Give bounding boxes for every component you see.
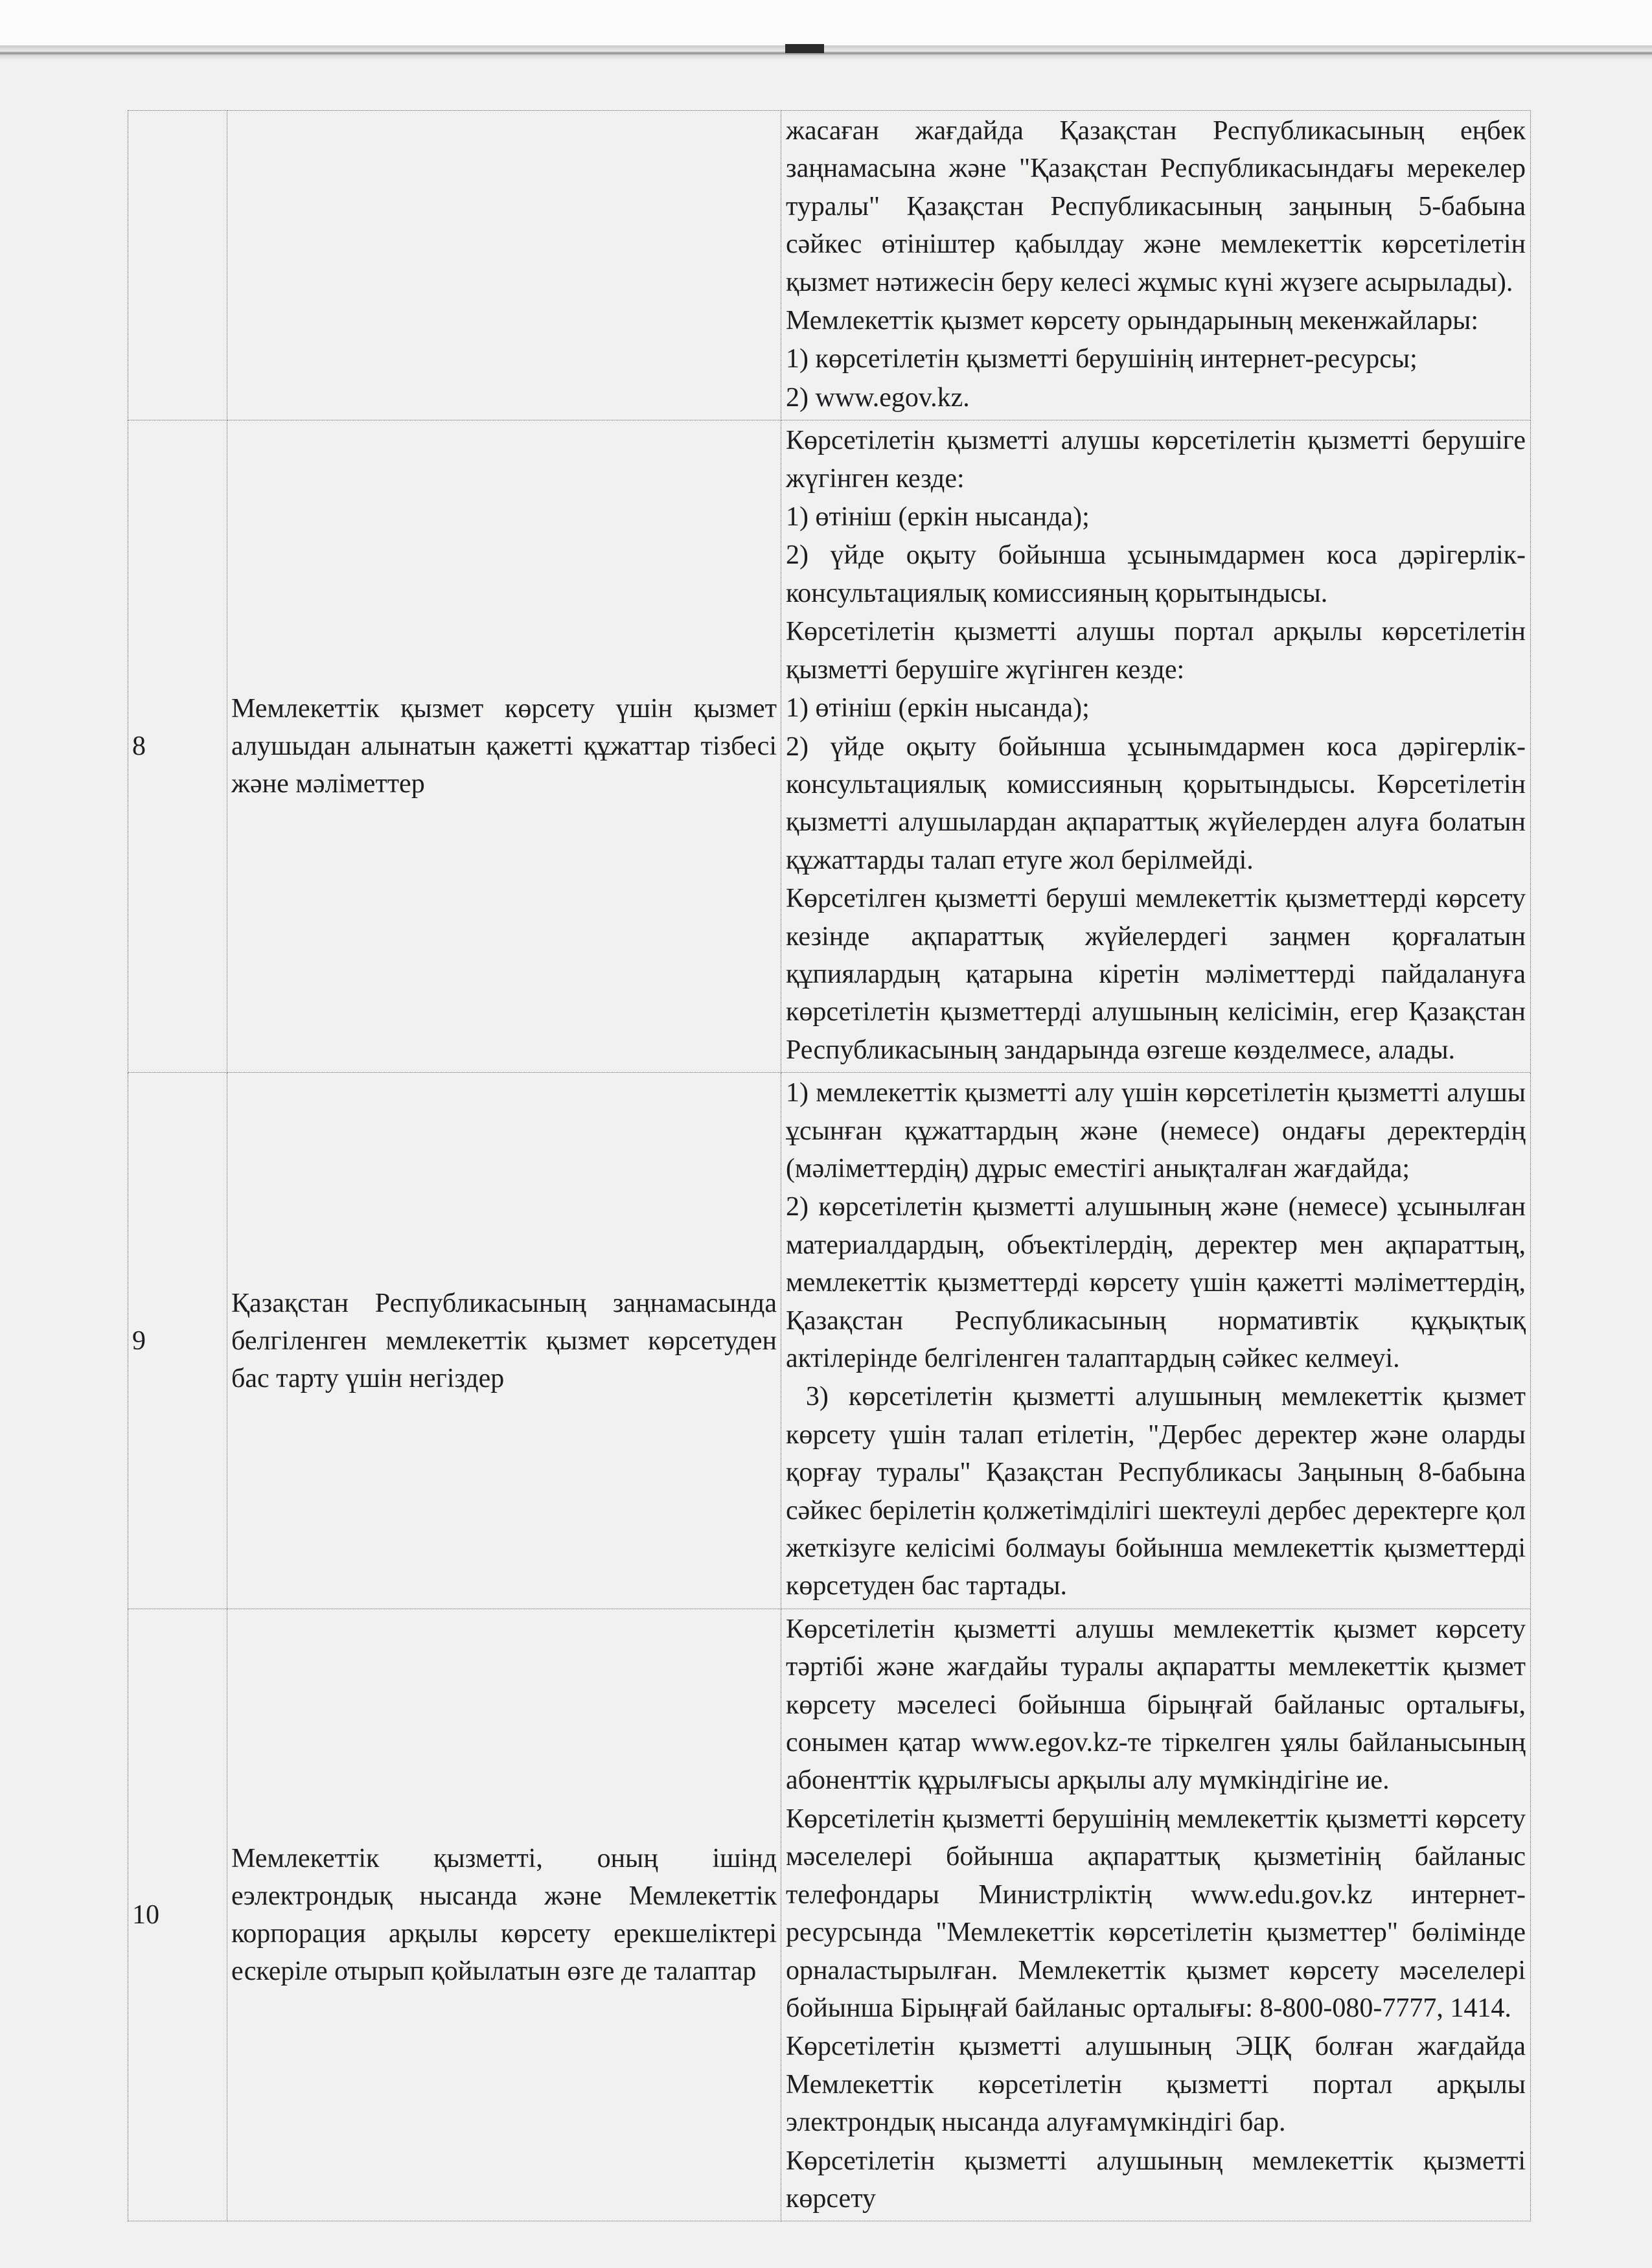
- description-paragraph: 1) көрсетілетін қызметті берушінің интернет-ресурсы;: [786, 344, 1417, 374]
- description-paragraph: 2) үйде оқыту бойынша ұсынымдармен коса дәрігерлік-консультациялық комиссияның қорытындысы.: [786, 540, 1526, 608]
- row-description: [781, 1609, 1531, 2221]
- description-paragraph: Көрсетілетін қызметті алушы мемлекеттік қызмет көрсету тәртібі және жағдайы туралы ақпаратты мемлекеттік қызмет көрсету мәселесі бойынша бірыңғай байланыс орталығы, сонымен қатар www.egov.kz-те тіркелген ұялы байланысының абоненттік құрылғысы арқылы алу мүмкіндігіне ие.: [786, 1614, 1526, 1796]
- row-number: 10: [128, 1609, 227, 2221]
- description-paragraph: 2) үйде оқыту бойынша ұсынымдармен коса дәрігерлік-консультациялық комиссияның қорытындысы. Көрсетілетін қызметті алушылардан ақпараттық жүйелерден алуға болатын құжаттарды талап етуге жол берілмейді.: [786, 731, 1526, 875]
- description-paragraph: 2) www.egov.kz.: [786, 382, 970, 413]
- row-number: [128, 111, 227, 420]
- service-standard-table: [128, 110, 1531, 2221]
- table-row: [128, 111, 1531, 420]
- table-row: [128, 1609, 1531, 2221]
- row-name: Қазақстан Республикасының заңнамасында белгіленген мемлекеттік қызмет көрсетуден бас тарту үшін негіздер: [227, 1073, 781, 1609]
- table-row: [128, 1073, 1531, 1609]
- description-paragraph: Көрсетілетін қызметті алушының ЭЦҚ болған жағдайда Мемлекеттік көрсетілетін қызметті портал арқылы электрондық нысанда алуғамүмкіндігі бар.: [786, 2032, 1526, 2138]
- scan-top-margin: [0, 0, 1652, 45]
- description-paragraph: Көрсетілетін қызметті алушы портал арқылы көрсетілетін қызметті берушіге жүгінген кезде:: [786, 617, 1526, 685]
- description-paragraph: Көрсетілетін қызметті алушы көрсетілетін қызметті берушіге жүгінген кезде:: [786, 426, 1526, 494]
- description-paragraph: 3) көрсетілетін қызметті алушының мемлекеттік қызмет көрсету үшін талап етілетін, "Дербес деректер және оларды қорғау туралы" Қазақстан Республикасы Заңының 8-бабына сәйкес берілетін қолжетімділігі шектеулі дербес деректерге қол жеткізуге келісімі болмауы бойынша мемлекеттік қызметтерді көрсетуден бас тартады.: [786, 1382, 1533, 1601]
- description-paragraph: 2) көрсетілетін қызметті алушының және (немесе) ұсынылған материалдардың, объектілердің, деректер мен ақпараттың, мемлекеттік қызметтерді көрсету үшін қажетті мәліметтердің, Қазақстан Республикасының нормативтік құқықтық актілерінде белгіленген талаптардың сәйкес келмеуі.: [786, 1192, 1526, 1373]
- row-number: 9: [128, 1073, 227, 1609]
- description-paragraph: Көрсетілетін қызметті берушінің мемлекеттік қызметті көрсету мәселелері бойынша ақпараттық қызметінің байланыс телефондары Министрліктің www.edu.gov.kz интернет-ресурсында "Мемлекеттік көрсетілетін қызметтер" бөлімінде орналастырылған. Мемлекеттік қызмет көрсету мәселелері бойынша Бірыңғай байланыс орталығы: 8-800-080-7777, 1414.: [786, 1804, 1526, 2023]
- description-paragraph: Көрсетілген қызметті беруші мемлекеттік қызметтерді көрсету кезінде ақпараттық жүйелердегі заңмен қорғалатын құпиялардың қатарына кіретін мәліметтерді пайдалануға көрсетілетін қызметтерді алушының келісімін, егер Қазақстан Республикасының зандарында өзгеше көзделмесе, алады.: [786, 884, 1526, 1065]
- description-paragraph: 1) өтініш (еркін нысанда);: [786, 502, 1090, 533]
- row-name: [227, 111, 781, 420]
- row-name: Мемлекеттік қызметті, оның ішінд еэлектрондық нысанда және Мемлекеттік корпорация арқылы көрсету ерекшеліктері ескеріле отырып қойылатын өзге де талаптар: [227, 1609, 781, 2221]
- row-description: [781, 111, 1531, 420]
- row-number: 8: [128, 420, 227, 1073]
- row-description: [781, 420, 1531, 1073]
- description-paragraph: Мемлекеттік қызмет көрсету орындарының мекенжайлары:: [786, 306, 1479, 336]
- row-description: [781, 1073, 1531, 1609]
- scan-edge-mark: [785, 44, 824, 53]
- description-paragraph: Көрсетілетін қызметті алушының мемлекеттік қызметті көрсету: [786, 2146, 1526, 2214]
- row-name: Мемлекеттік қызмет көрсету үшін қызмет алушыдан алынатын қажетті құжаттар тізбесі және мәліметтер: [227, 420, 781, 1073]
- description-paragraph: жасаған жағдайда Қазақстан Республикасының еңбек заңнамасына және "Қазақстан Республикасындағы мерекелер туралы" Қазақстан Республикасының заңының 5-бабына сәйкес өтініштер қабылдау және мемлекеттік көрсетілетін қызмет нәтижесін беру келесі жұмыс күні жүзеге асырылады).: [786, 116, 1526, 297]
- description-paragraph: 1) мемлекеттік қызметті алу үшін көрсетілетін қызметті алушы ұсынған құжаттардың және (немесе) ондағы деректердің (мәліметтердің) дұрыс еместігі анықталған жағдайда;: [786, 1078, 1526, 1184]
- description-paragraph: 1) өтініш (еркін нысанда);: [786, 693, 1090, 724]
- table-row: [128, 420, 1531, 1073]
- scan-edge-line: [0, 45, 1652, 60]
